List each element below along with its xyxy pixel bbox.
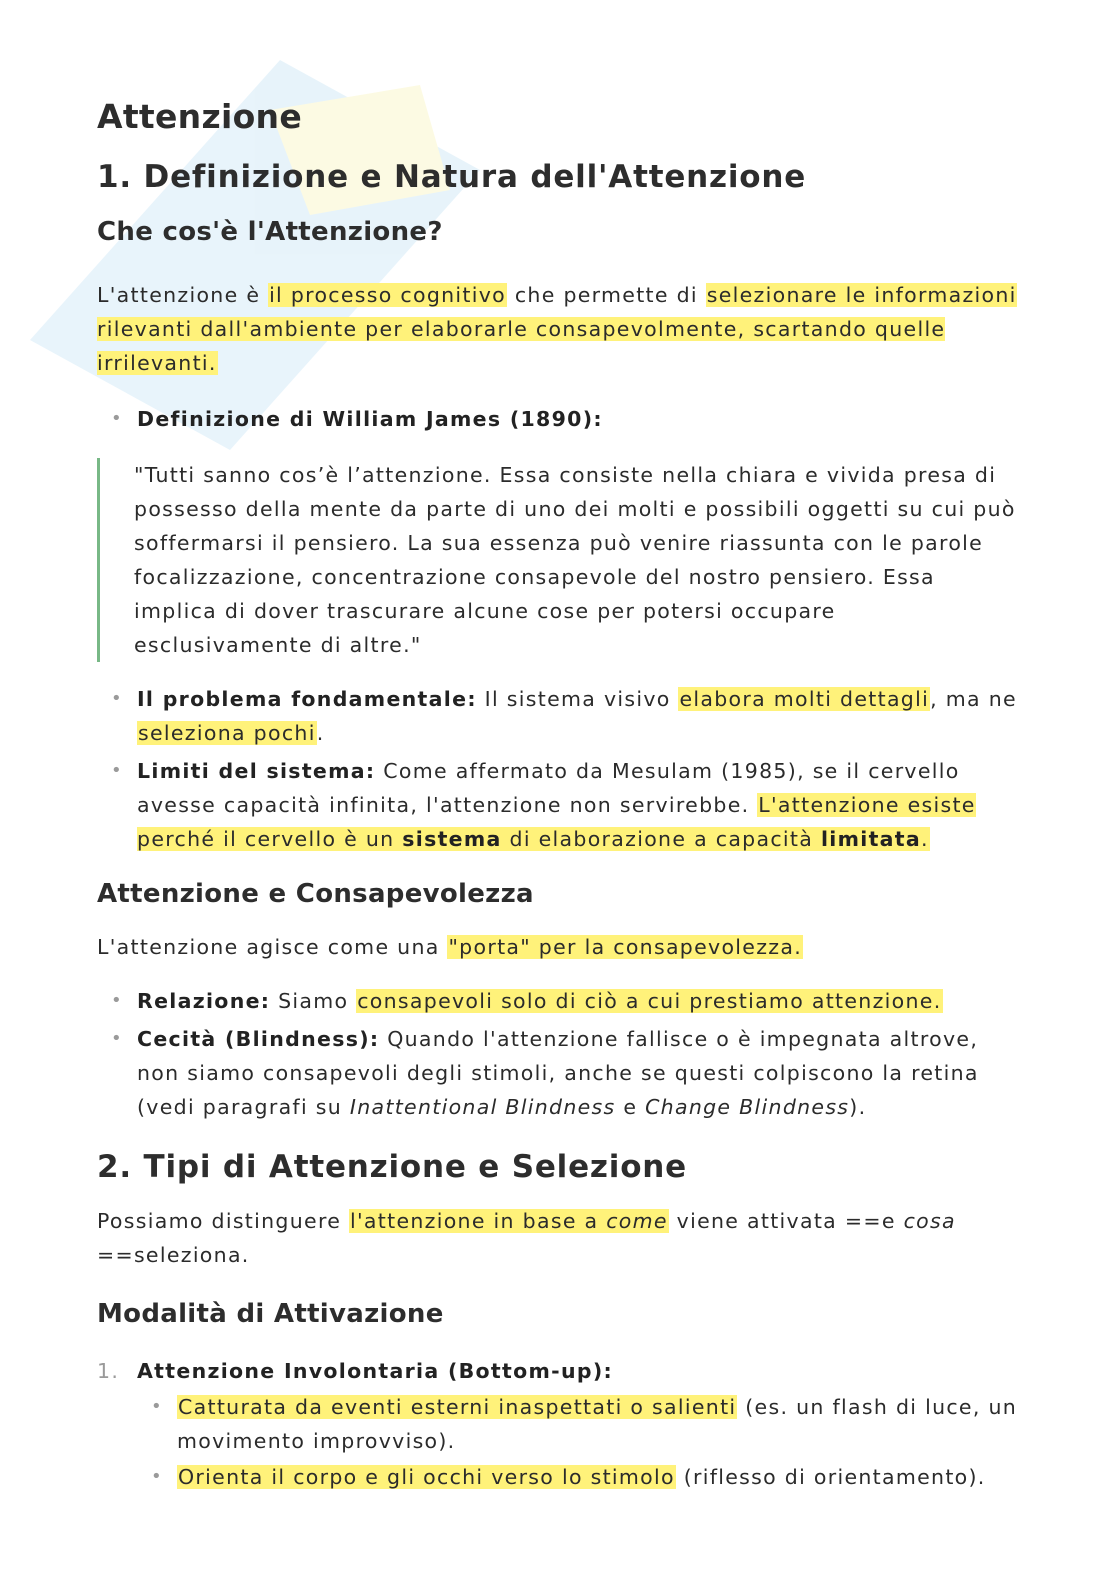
highlight: consapevoli solo di ciò a cui prestiamo attenzione. (357, 989, 942, 1013)
highlight: Catturata da eventi esterni inaspettati o salienti (178, 1395, 737, 1419)
list-item-relazione: • Relazione: Siamo consapevoli solo di ciò a cui prestiamo attenzione. (97, 984, 1022, 1018)
highlight: seleziona pochi (138, 721, 316, 745)
blockquote-james: "Tutti sanno cos’è l’attenzione. Essa consiste nella chiara e vivida presa di possesso della mente da parte di uno dei molti e possibili oggetti su cui può soffermarsi il pensiero. La sua essenza può venire riassunta con le parole focalizzazione, concentrazione consapevole del nostro pensiero. Essa implica di dover trascurare alcune cose per potersi occupare esclusivamente di altre." (97, 458, 1022, 662)
list-number: 1. (97, 1359, 120, 1383)
document-page (97, 92, 1022, 1494)
highlight: "porta" per la consapevolezza. (448, 935, 803, 959)
subsection-heading-what-is: Che cos'è l'Attenzione? (97, 217, 443, 247)
highlight: L'attenzione esiste perché il cervello è un sistema di elaborazione a capacità limitata. (137, 793, 976, 851)
tipi-paragraph: Possiamo distinguere l'attenzione in base a come viene attivata ==e cosa ==seleziona. (97, 1209, 956, 1267)
highlight: Orienta il corpo e gli occhi verso lo stimolo (178, 1465, 675, 1489)
list-item-james: • Definizione di William James (1890): (97, 402, 1022, 436)
section-2-heading: 2. Tipi di Attenzione e Selezione (97, 1149, 687, 1185)
highlight: elabora molti dettagli (679, 687, 930, 711)
section-1-heading: 1. Definizione e Natura dell'Attenzione (97, 159, 807, 195)
consapevolezza-paragraph: L'attenzione agisce come una "porta" per la consapevolezza. (97, 935, 803, 959)
definition-paragraph: L'attenzione è il processo cognitivo che permette di selezionare le informazioni rilevanti dall'ambiente per elaborarle consapevolmente, scartando quelle irrilevanti. (97, 283, 1017, 375)
subsection-heading-modalita: Modalità di Attivazione (97, 1299, 444, 1329)
nested-bullet-list (137, 1390, 1022, 1494)
highlight: il processo cognitivo (269, 283, 507, 307)
bullet-list (97, 682, 1022, 856)
bullet-list (97, 402, 1022, 436)
list-item-limiti: • Limiti del sistema: Come affermato da Mesulam (1985), se il cervello avesse capacità infinita, l'attenzione non servirebbe. L'attenzione esiste perché il cervello è un sistema di elaborazione a capacità limitata. (97, 754, 1022, 856)
list-item-catturata: • Catturata da eventi esterni inaspettati o salienti (es. un flash di luce, un movimento improvviso). (137, 1390, 1022, 1458)
numbered-list (97, 1354, 1022, 1494)
highlight: selezionare le informazioni rilevanti dall'ambiente per elaborarle consapevolmente, scartando quelle irrilevanti. (97, 283, 1017, 375)
highlight: l'attenzione in base a come (349, 1209, 668, 1233)
document-title: Attenzione (97, 97, 303, 136)
list-item-cecita: • Cecità (Blindness): Quando l'attenzione fallisce o è impegnata altrove, non siamo consapevoli degli stimoli, anche se questi colpiscono la retina (vedi paragrafi su Inattentional Blindness e Change Blindness). (97, 1022, 1022, 1124)
bullet-list (97, 984, 1022, 1124)
list-item-problema: • Il problema fondamentale: Il sistema visivo elabora molti dettagli, ma ne seleziona pochi. (97, 682, 1022, 750)
list-item-involontaria: 1. Attenzione Involontaria (Bottom-up): • Catturata da eventi esterni inaspettati o salienti (es. un flash di luce, un movimento improvviso). • Orienta il corpo e gli occhi verso lo stimolo (riflesso di orientamento). (97, 1354, 1022, 1494)
subsection-heading-consapevolezza: Attenzione e Consapevolezza (97, 879, 534, 909)
list-item-orienta: • Orienta il corpo e gli occhi verso lo stimolo (riflesso di orientamento). (137, 1460, 1022, 1494)
